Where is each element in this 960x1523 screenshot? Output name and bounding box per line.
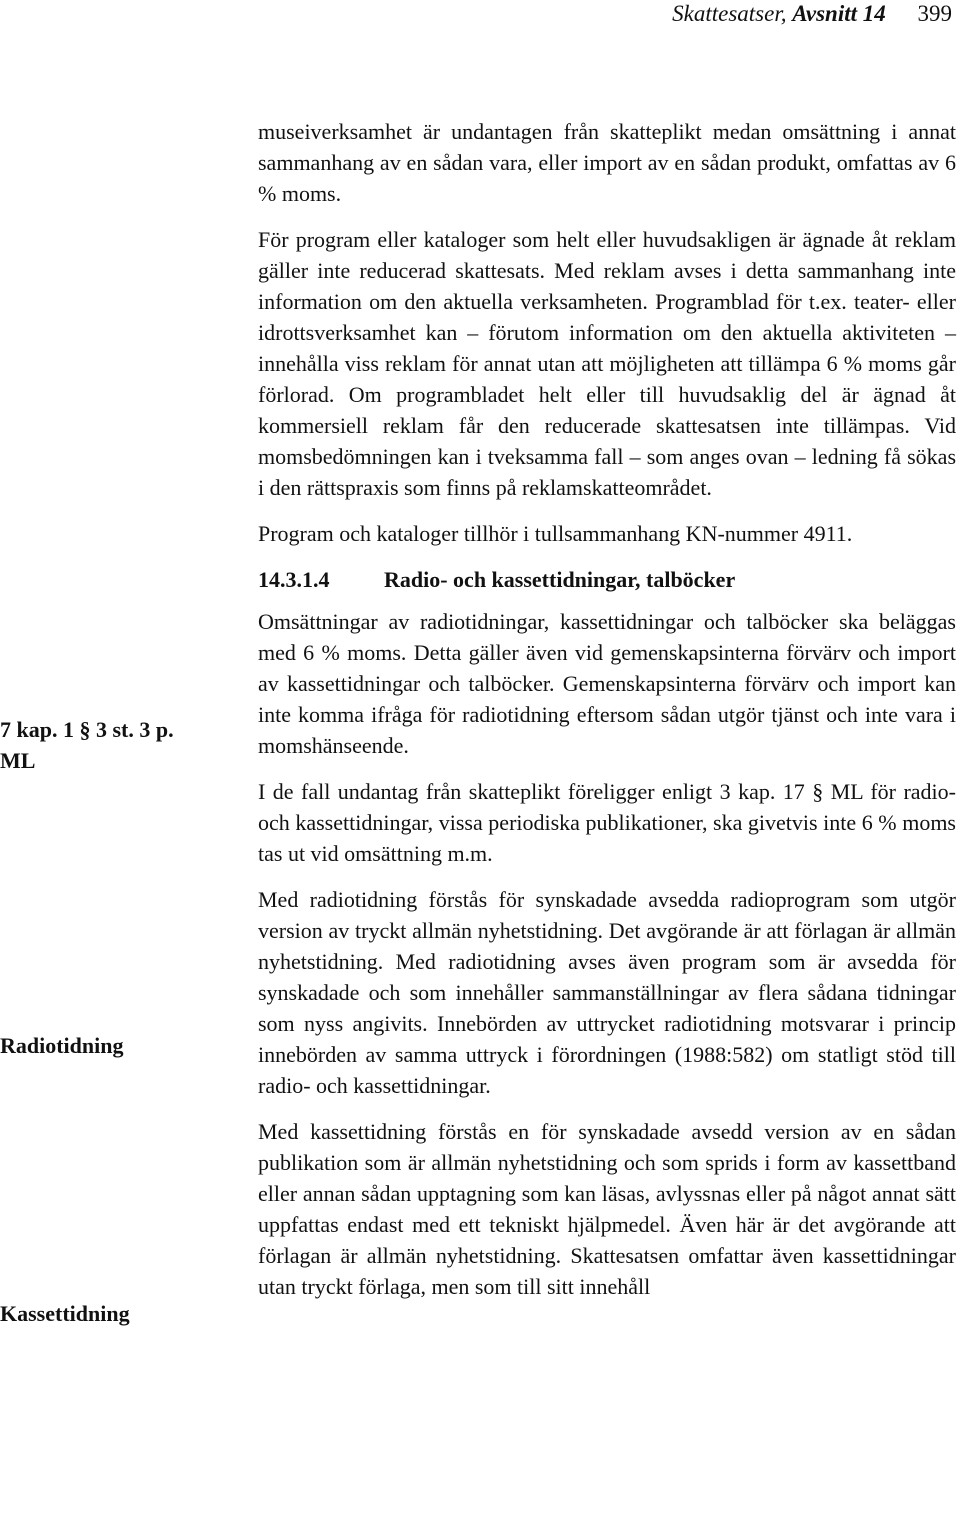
section-title: Radio- och kassettidningar, talböcker xyxy=(384,567,736,592)
legal-ref-line-1: 7 kap. 1 § 3 st. 3 p. xyxy=(0,717,174,742)
margin-note-legal-reference xyxy=(0,714,240,776)
main-text-column xyxy=(258,116,956,1317)
legal-ref-line-2: ML xyxy=(0,748,36,773)
margin-note-radiotidning: Radiotidning xyxy=(0,1033,124,1058)
paragraph-radiotidning: Med radiotidning förstås för synskadade avsedda radioprogram som utgör version av tryckt allmän nyhetstidning. Det avgörande är att förlagan är allmän nyhetstidning. Med radiotidning avses även program som är avsedda för synskadade och som innehåller sammanställningar av flera sådana tidningar som nyss angivits. Innebörden av uttrycket radiotidning motsvarar i princip innebörden av samma uttryck i förordningen (1988:582) om statligt stöd till radio- och kassettidningar. xyxy=(258,887,956,1098)
paragraph-kassettidning: Med kassettidning förstås en för synskadade avsedd version av en sådan publikation som är allmän nyhetstidning och som sprids i form av kassettband eller annan sådan upptagning som kan läsas, avlyssnas eller på något annat sätt uppfattas endast med ett tekniskt hjälpmedel. Även här är det avgörande att förlagan är allmän nyhetstidning. Skattesatsen omfattar även kassettidningar utan tryckt förlaga, men som till sitt innehåll xyxy=(258,1119,956,1299)
page-number: 399 xyxy=(917,1,952,26)
running-header xyxy=(672,0,952,28)
paragraph-museiverksamhet: museiverksamhet är undantagen från skatteplikt medan omsättning i annat sammanhang av en sådan vara, eller import av en sådan produkt, omfattas av 6 % moms. xyxy=(258,119,956,206)
paragraph-undantag: I de fall undantag från skatteplikt föreligger enligt 3 kap. 17 § ML för radio- och kassettidningar, vissa periodiska publikationer, ska givetvis inte 6 % moms tas ut vid omsättning m.m. xyxy=(258,779,956,866)
paragraph-kn-nummer: Program och kataloger tillhör i tullsammanhang KN-nummer 4911. xyxy=(258,521,853,546)
paragraph-omsattningar: Omsättningar av radiotidningar, kassettidningar och talböcker ska beläggas med 6 % moms. Detta gäller även vid gemenskapsinterna förvärv och import av kassettidningar och talböcker. Gemenskapsinterna förvärv och import kan inte komma ifråga för radiotidning eftersom sådan utgör tjänst och inte vara i momshänseende. xyxy=(258,609,956,758)
header-title: Skattesatser, xyxy=(672,1,787,26)
section-heading xyxy=(258,564,956,595)
paragraph-program-kataloger: För program eller kataloger som helt eller huvudsakligen är ägnade åt reklam gäller inte reducerad skattesats. Med reklam avses i detta sammanhang inte information om den aktuella verksamheten. Programblad för t.ex. teater- eller idrottsverksamhet kan – förutom information om den aktuella aktiviteten – innehålla viss reklam för annat utan att möjligheten att tillämpa 6 % moms går förlorad. Om programbladet helt eller till huvudsaklig del är ägnad åt kommersiell reklam får den reducerade skattesatsen inte tillämpas. Vid momsbedömningen kan i tveksamma fall – som anges ovan – ledning få sökas i den rättspraxis som finns på reklamskatteområdet. xyxy=(258,227,956,500)
header-section: Avsnitt 14 xyxy=(792,1,886,26)
section-number: 14.3.1.4 xyxy=(258,567,330,592)
margin-note-kassettidning: Kassettidning xyxy=(0,1301,130,1326)
